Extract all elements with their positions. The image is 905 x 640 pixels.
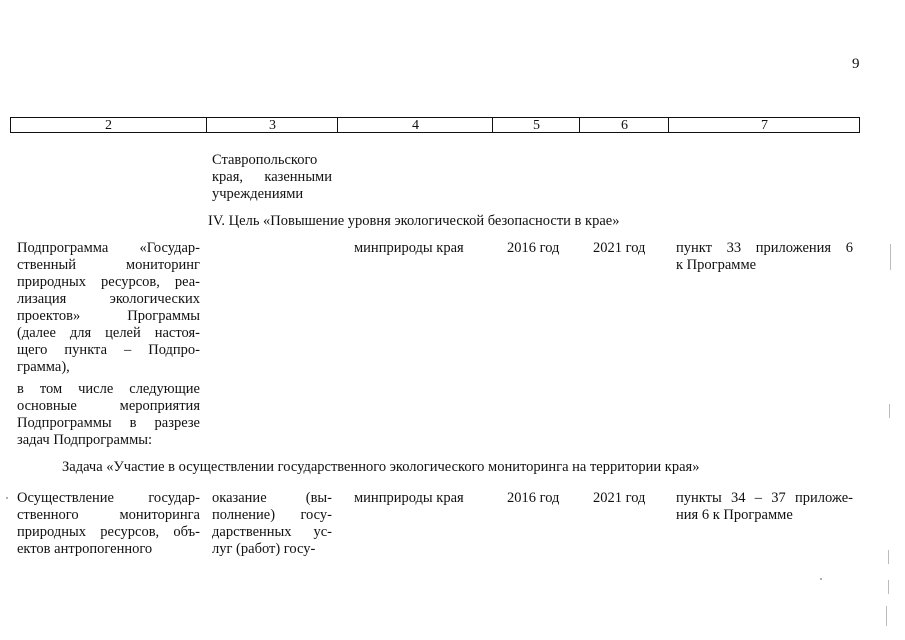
scan-artifact-dot — [6, 497, 8, 499]
subprogram-reference-cell — [676, 240, 853, 274]
text-line: пункты 34 – 37 приложе- — [676, 490, 853, 506]
text-line: щего пункта – Подпро- — [17, 342, 200, 358]
header-col-2: 2 — [105, 118, 112, 133]
column-number-header — [10, 117, 860, 133]
text-line: Подпрограммы в разрезе — [17, 415, 200, 431]
text-line: ственного мониторинга — [17, 507, 200, 523]
page-number: 9 — [852, 56, 860, 72]
text-line: природных ресурсов, объ- — [17, 524, 200, 540]
section-heading: IV. Цель «Повышение уровня экологической безопасности в крае» — [208, 213, 620, 229]
scan-artifact-mark — [889, 404, 890, 418]
header-col-7: 7 — [668, 118, 860, 132]
text-line: основные мероприятия — [17, 398, 200, 414]
subprogram-executor: минприроды края — [354, 240, 464, 256]
text-line: ектов антропогенного — [17, 541, 153, 557]
activity-reference-cell — [676, 490, 853, 524]
including-activities-cell — [17, 381, 200, 449]
text-line: ния 6 к Программе — [676, 507, 793, 523]
text-line: природных ресурсов, реа- — [17, 274, 200, 290]
header-col-5: 5 — [492, 118, 580, 132]
text-line: края, казенными — [212, 169, 332, 185]
text-line: дарственных ус- — [212, 524, 332, 540]
scan-artifact-mark — [886, 606, 887, 626]
text-line: луг (работ) госу- — [212, 541, 316, 557]
subprogram-start-year: 2016 год — [507, 240, 560, 256]
scan-artifact-mark — [888, 580, 889, 594]
text-line: учреждениями — [212, 186, 304, 202]
activity-end-year: 2021 год — [593, 490, 646, 506]
subprogram-name-cell — [17, 240, 200, 376]
task-heading: Задача «Участие в осуществлении государственного экологического мониторинга на территории края» — [62, 459, 700, 475]
activity-name-cell — [17, 490, 200, 558]
text-line: в том числе следующие — [17, 381, 200, 397]
activity-executor: минприроды края — [354, 490, 464, 506]
text-line: Осуществление государ- — [17, 490, 200, 506]
text-line: проектов» Программы — [17, 308, 200, 324]
text-line: лизация экологических — [17, 291, 200, 307]
text-line: задач Подпрограммы: — [17, 432, 153, 448]
text-line: пункт 33 приложения 6 — [676, 240, 853, 256]
header-col-4: 4 — [337, 118, 493, 132]
header-col-6: 6 — [579, 118, 669, 132]
text-line: Подпрограмма «Государ- — [17, 240, 200, 256]
text-line: к Программе — [676, 257, 757, 273]
subprogram-end-year: 2021 год — [593, 240, 646, 256]
text-line: (далее для целей настоя- — [17, 325, 200, 341]
scan-artifact-dot — [820, 578, 822, 580]
header-col-3: 3 — [206, 118, 338, 132]
scan-artifact-mark — [890, 244, 891, 270]
continuation-cell-col3 — [212, 152, 332, 203]
scan-artifact-mark — [888, 550, 889, 564]
text-line: грамма), — [17, 359, 70, 375]
text-line: оказание (вы- — [212, 490, 332, 506]
text-line: полнение) госу- — [212, 507, 332, 523]
text-line: Ставропольского — [212, 152, 318, 168]
activity-form-cell — [212, 490, 332, 558]
text-line: ственный мониторинг — [17, 257, 200, 273]
activity-start-year: 2016 год — [507, 490, 560, 506]
